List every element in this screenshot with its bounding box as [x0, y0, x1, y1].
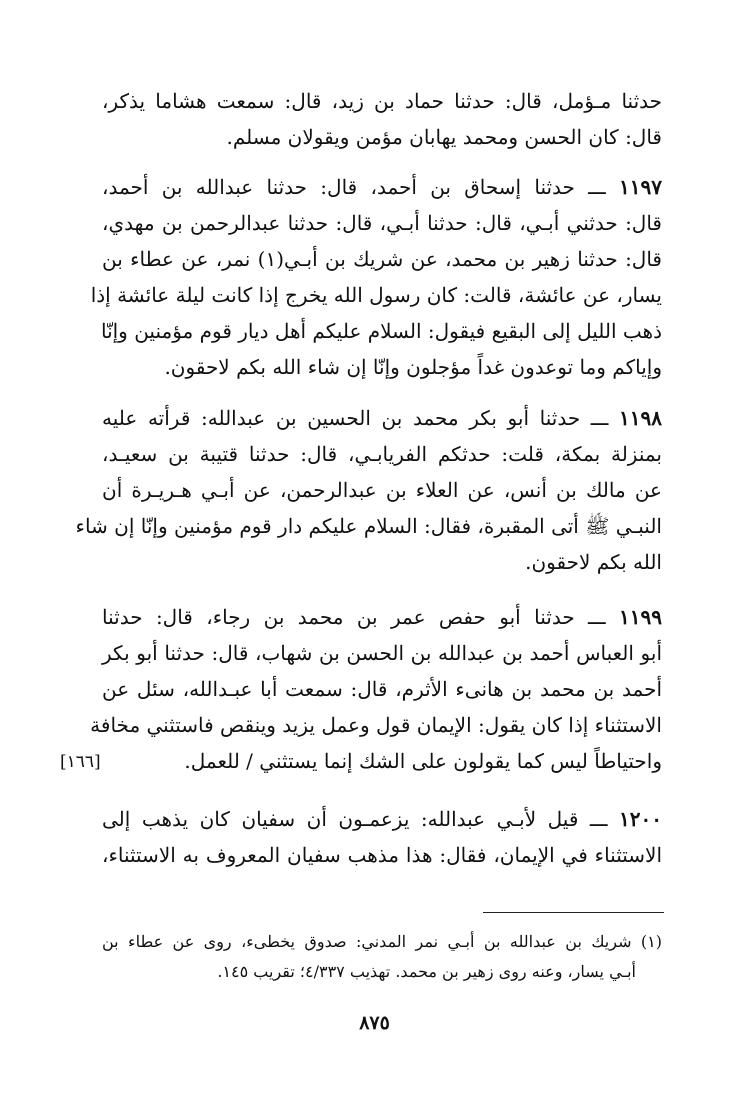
text-line: النبـي ﷺ أتى المقبرة، فقال: السلام عليكم دار قوم مؤمنين وإنّا إن شاء — [75, 514, 662, 538]
text-line: أبو العباس أحمد بن عبدالله بن الحسن بن شهاب، قال: حدثنا أبو بكر — [102, 641, 662, 665]
paragraph-1197 — [90, 169, 662, 385]
text-line — [102, 599, 662, 635]
margin-manuscript-reference: [١٦٦] — [60, 752, 101, 772]
text-line — [102, 169, 662, 205]
footnote-line: أبـي يسار، وعنه روى زهير بن محمد. تهذيب ٤/٣٣٧؛ تقريب ١٤٥. — [217, 962, 636, 981]
text-line: حدثنا مـؤمل، قال: حدثنا حماد بن زيد، قال: سمعت هشاما يذكر، — [102, 89, 662, 113]
text-line: قال: حدثنا زهير بن محمد، عن شريك بن أبـي(١) نمر، عن عطاء بن — [102, 247, 662, 271]
hadith-number: ١١٩٩ — [619, 605, 662, 629]
footnote-separator — [483, 912, 664, 913]
text-line — [102, 801, 662, 837]
text-line: وإياكم وما توعدون غداً مؤجلون وإنّا إن شاء الله بكم لاحقون. — [164, 355, 662, 379]
text-line: قال: حدثني أبـي، قال: حدثنا أبـي، قال: حدثنا عبدالرحمن بن مهدي، — [102, 211, 662, 235]
hadith-number: ١٢٠٠ — [619, 807, 662, 831]
text-line: الله بكم لاحقون. — [525, 550, 662, 574]
hadith-number: ١١٩٧ — [619, 175, 662, 199]
paragraph-1198 — [75, 400, 662, 580]
paragraph-1200 — [102, 801, 662, 873]
footnote-line: (١) شريك بن عبدالله بن أبـي نمر المدني: صدوق يخطىء، روى عن عطاء بن — [102, 932, 663, 951]
text-line: قال: كان الحسن ومحمد يهابان مؤمن ويقولان مسلم. — [226, 125, 662, 149]
paragraph-1196-continuation — [102, 83, 662, 155]
text-line: الاستثناء في الإيمان، فقال: هذا مذهب سفيان المعروف به الاستثناء، — [102, 843, 662, 867]
text-line: يسار، عن عائشة، قالت: كان رسول الله يخرج إذا كانت ليلة عائشة إذا — [90, 283, 662, 307]
text-line: الاستثناء إذا كان يقول: الإيمان قول وعمل يزيد وينقص فاستثني مخافة — [90, 713, 662, 737]
text-line-content: ـــ حدثنا أبو حفص عمر بن محمد بن رجاء، قال: حدثنا — [102, 605, 606, 629]
paragraph-1199 — [90, 599, 662, 779]
text-line-content: ـــ قيل لأبـي عبدالله: يزعمـون أن سفيان كان يذهب إلى — [102, 807, 608, 831]
text-line: ذهب الليل إلى البقيع فيقول: السلام عليكم أهل ديار قوم مؤمنين وإنّا — [100, 319, 662, 343]
text-line-content: ـــ حدثنا إسحاق بن أحمد، قال: حدثنا عبدالله بن أحمد، — [102, 175, 606, 199]
footnote — [102, 927, 662, 987]
page-number: ٨٧٥ — [359, 1012, 390, 1034]
text-line-content: ـــ حدثنا أبو بكر محمد بن الحسين بن عبدالله: قرأته عليه — [102, 406, 609, 430]
text-line: بمنزلة بمكة، قلت: حدثكم الفريابـي، قال: حدثنا قتيبة بن سعيـد، — [102, 442, 662, 466]
text-line: أحمد بن محمد بن هانىء الأثرم، قال: سمعت أبا عبـدالله، سئل عن — [102, 677, 662, 701]
hadith-number: ١١٩٨ — [619, 406, 662, 430]
text-line: عن مالك بن أنس، عن العلاء بن عبدالرحمن، عن أبـي هـريـرة أن — [102, 478, 662, 502]
text-line — [102, 400, 662, 436]
text-line: واحتياطاً ليس كما يقولون على الشك إنما يستثني / للعمل. — [184, 749, 662, 773]
